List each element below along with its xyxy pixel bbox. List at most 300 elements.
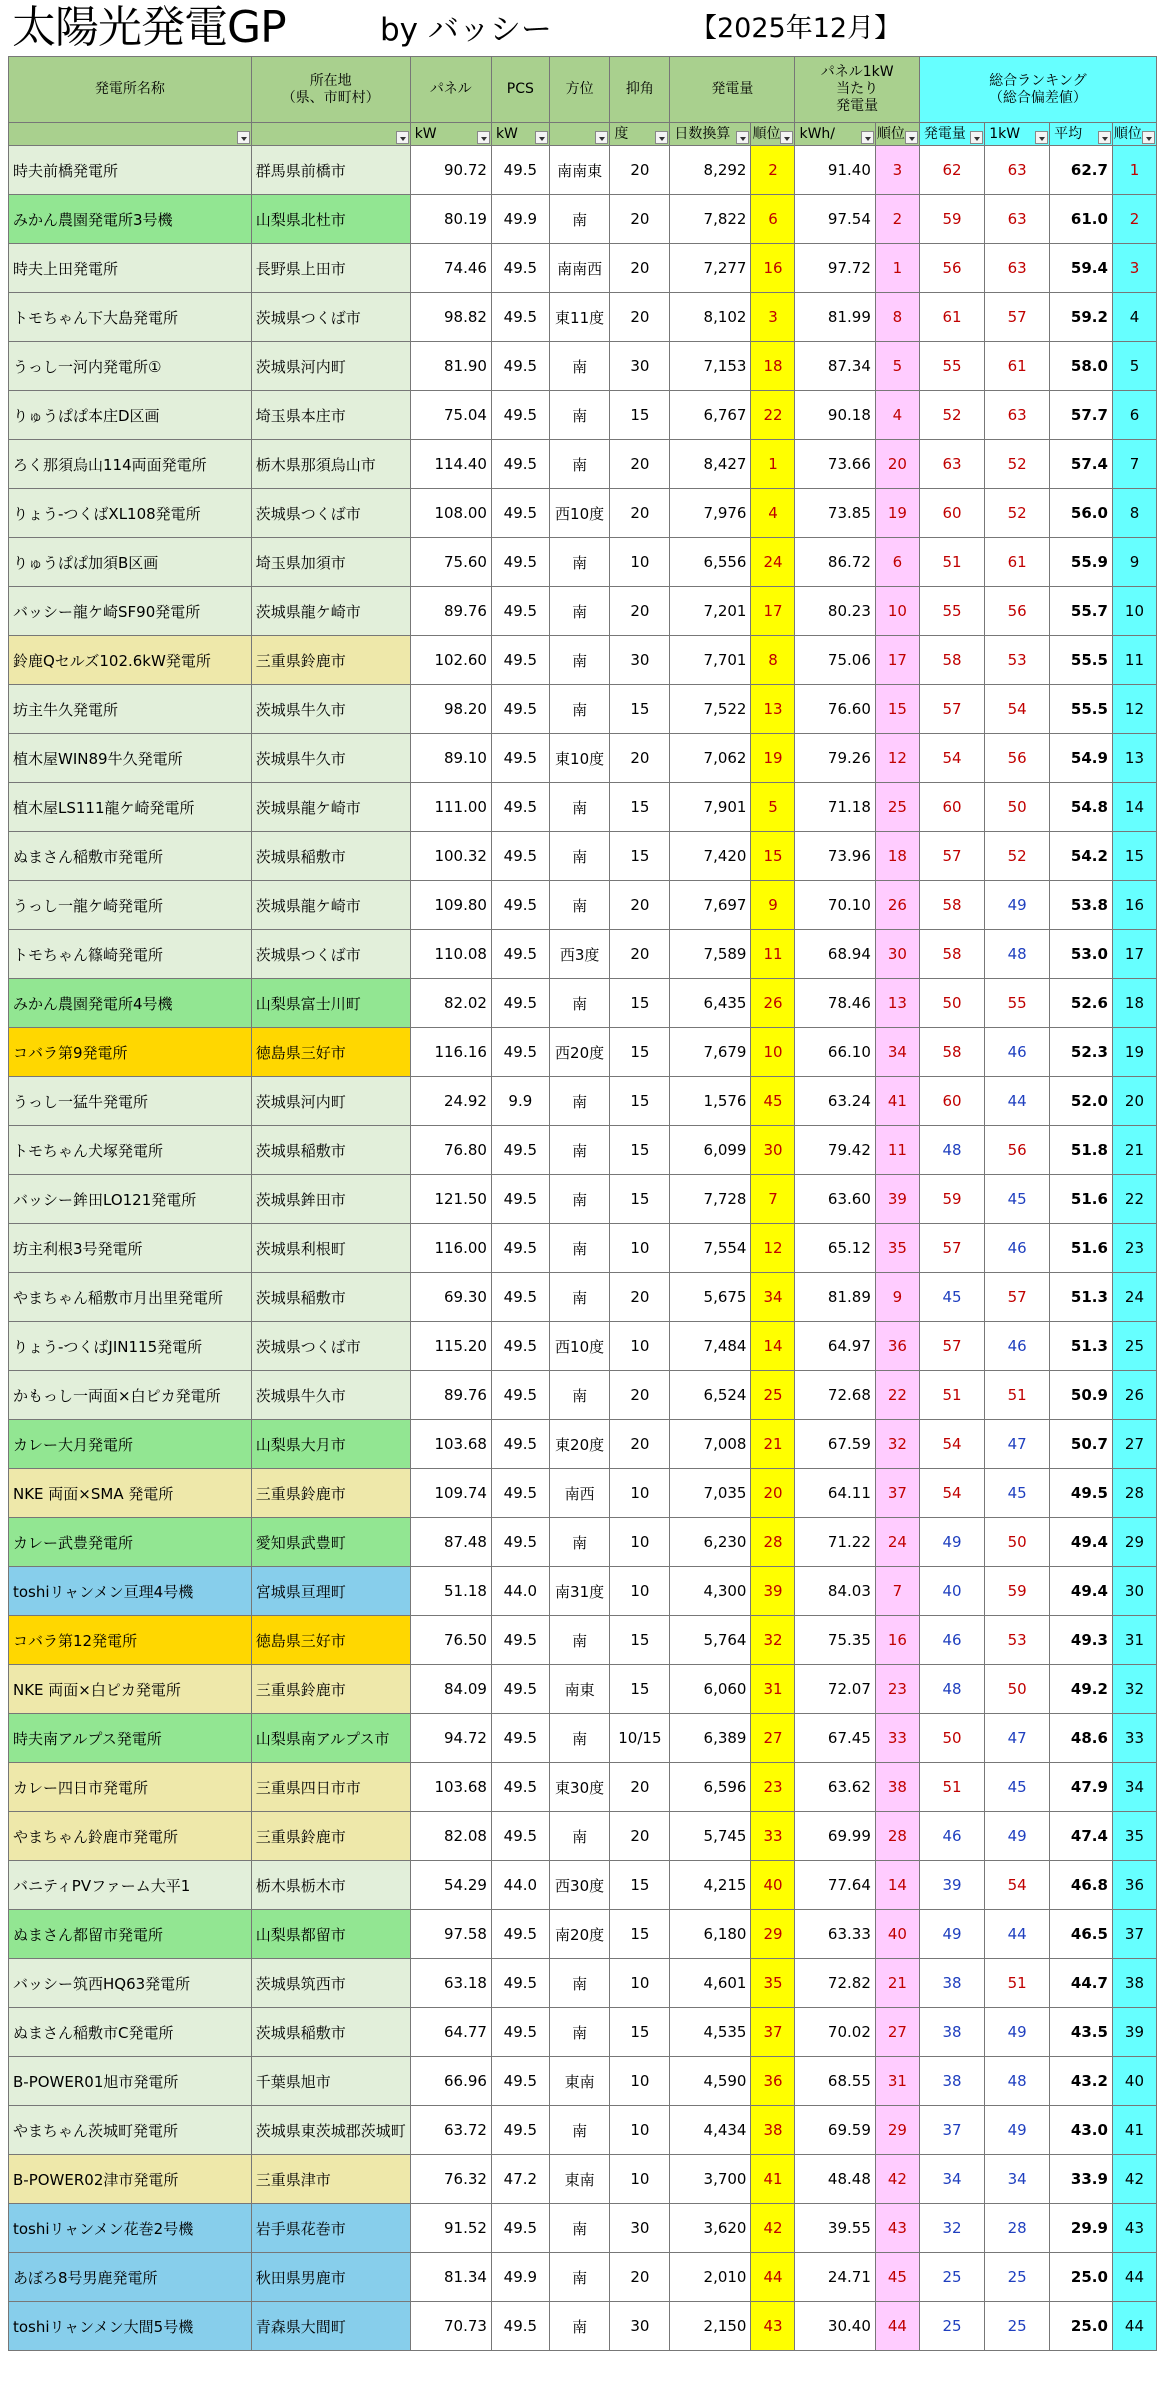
cell-score-gen[interactable]: 38 (919, 2057, 984, 2106)
cell-location[interactable]: 三重県津市 (251, 2155, 410, 2204)
cell-panel[interactable]: 75.04 (410, 391, 491, 440)
cell-avg[interactable]: 51.3 (1050, 1322, 1113, 1371)
cell-avg[interactable]: 47.4 (1050, 1812, 1113, 1861)
cell-score-gen[interactable]: 38 (919, 2008, 984, 2057)
cell-kwh[interactable]: 76.60 (795, 685, 875, 734)
cell-overall-rank[interactable]: 4 (1112, 293, 1156, 342)
cell-generation[interactable]: 6,180 (670, 1910, 751, 1959)
cell-overall-rank[interactable]: 32 (1112, 1665, 1156, 1714)
cell-generation[interactable]: 7,728 (670, 1175, 751, 1224)
cell-direction[interactable]: 西3度 (549, 930, 610, 979)
cell-location[interactable]: 茨城県牛久市 (251, 685, 410, 734)
cell-name[interactable]: トモちゃん下大島発電所 (9, 293, 252, 342)
cell-direction[interactable]: 南 (549, 1518, 610, 1567)
cell-direction[interactable]: 南 (549, 440, 610, 489)
cell-kwh-rank[interactable]: 9 (875, 1273, 919, 1322)
filter-name[interactable] (9, 123, 252, 146)
cell-score-gen[interactable]: 52 (919, 391, 984, 440)
cell-kwh-rank[interactable]: 24 (875, 1518, 919, 1567)
cell-score-1kw[interactable]: 51 (985, 1959, 1050, 2008)
cell-overall-rank[interactable]: 23 (1112, 1224, 1156, 1273)
cell-kwh[interactable]: 66.10 (795, 1028, 875, 1077)
cell-pcs[interactable]: 49.5 (491, 783, 549, 832)
cell-score-1kw[interactable]: 53 (985, 636, 1050, 685)
cell-panel[interactable]: 80.19 (410, 195, 491, 244)
cell-gen-rank[interactable]: 5 (751, 783, 795, 832)
cell-kwh[interactable]: 91.40 (795, 146, 875, 195)
cell-kwh[interactable]: 67.45 (795, 1714, 875, 1763)
cell-score-1kw[interactable]: 50 (985, 783, 1050, 832)
cell-score-1kw[interactable]: 51 (985, 1371, 1050, 1420)
cell-panel[interactable]: 81.90 (410, 342, 491, 391)
cell-score-1kw[interactable]: 34 (985, 2155, 1050, 2204)
cell-name[interactable]: toshiリャンメン亘理4号機 (9, 1567, 252, 1616)
cell-tilt[interactable]: 20 (610, 489, 670, 538)
cell-location[interactable]: 茨城県鉾田市 (251, 1175, 410, 1224)
filter-score-1kw[interactable]: 1kW (985, 123, 1050, 146)
cell-kwh-rank[interactable]: 42 (875, 2155, 919, 2204)
cell-kwh[interactable]: 63.60 (795, 1175, 875, 1224)
cell-gen-rank[interactable]: 10 (751, 1028, 795, 1077)
cell-overall-rank[interactable]: 41 (1112, 2106, 1156, 2155)
cell-tilt[interactable]: 15 (610, 1077, 670, 1126)
cell-panel[interactable]: 91.52 (410, 2204, 491, 2253)
cell-generation[interactable]: 5,745 (670, 1812, 751, 1861)
cell-direction[interactable]: 南 (549, 1175, 610, 1224)
cell-kwh-rank[interactable]: 10 (875, 587, 919, 636)
cell-panel[interactable]: 76.50 (410, 1616, 491, 1665)
cell-direction[interactable]: 東11度 (549, 293, 610, 342)
cell-score-1kw[interactable]: 45 (985, 1469, 1050, 1518)
cell-location[interactable]: 三重県鈴鹿市 (251, 636, 410, 685)
cell-direction[interactable]: 西20度 (549, 1028, 610, 1077)
cell-tilt[interactable]: 20 (610, 734, 670, 783)
cell-score-gen[interactable]: 60 (919, 1077, 984, 1126)
cell-kwh-rank[interactable]: 21 (875, 1959, 919, 2008)
cell-kwh[interactable]: 75.35 (795, 1616, 875, 1665)
cell-score-gen[interactable]: 25 (919, 2253, 984, 2302)
cell-generation[interactable]: 4,434 (670, 2106, 751, 2155)
cell-overall-rank[interactable]: 40 (1112, 2057, 1156, 2106)
cell-avg[interactable]: 52.0 (1050, 1077, 1113, 1126)
cell-avg[interactable]: 51.6 (1050, 1175, 1113, 1224)
cell-score-gen[interactable]: 49 (919, 1518, 984, 1567)
cell-name[interactable]: りょう-つくばJIN115発電所 (9, 1322, 252, 1371)
cell-gen-rank[interactable]: 7 (751, 1175, 795, 1224)
cell-panel[interactable]: 110.08 (410, 930, 491, 979)
cell-avg[interactable]: 51.6 (1050, 1224, 1113, 1273)
cell-kwh[interactable]: 70.02 (795, 2008, 875, 2057)
cell-score-gen[interactable]: 61 (919, 293, 984, 342)
cell-location[interactable]: 三重県鈴鹿市 (251, 1812, 410, 1861)
cell-name[interactable]: やまちゃん稲敷市月出里発電所 (9, 1273, 252, 1322)
cell-gen-rank[interactable]: 21 (751, 1420, 795, 1469)
cell-kwh[interactable]: 97.72 (795, 244, 875, 293)
cell-gen-rank[interactable]: 35 (751, 1959, 795, 2008)
cell-score-1kw[interactable]: 56 (985, 734, 1050, 783)
cell-tilt[interactable]: 30 (610, 342, 670, 391)
cell-overall-rank[interactable]: 30 (1112, 1567, 1156, 1616)
cell-generation[interactable]: 7,679 (670, 1028, 751, 1077)
cell-avg[interactable]: 48.6 (1050, 1714, 1113, 1763)
cell-score-1kw[interactable]: 28 (985, 2204, 1050, 2253)
cell-score-1kw[interactable]: 46 (985, 1028, 1050, 1077)
cell-kwh[interactable]: 87.34 (795, 342, 875, 391)
cell-gen-rank[interactable]: 15 (751, 832, 795, 881)
cell-score-1kw[interactable]: 44 (985, 1077, 1050, 1126)
filter-direction[interactable] (549, 123, 610, 146)
cell-pcs[interactable]: 49.5 (491, 146, 549, 195)
filter-tilt[interactable]: 度 (610, 123, 670, 146)
cell-kwh-rank[interactable]: 19 (875, 489, 919, 538)
cell-name[interactable]: 時夫南アルプス発電所 (9, 1714, 252, 1763)
cell-pcs[interactable]: 47.2 (491, 2155, 549, 2204)
cell-kwh[interactable]: 63.24 (795, 1077, 875, 1126)
cell-gen-rank[interactable]: 20 (751, 1469, 795, 1518)
cell-tilt[interactable]: 15 (610, 979, 670, 1028)
cell-overall-rank[interactable]: 35 (1112, 1812, 1156, 1861)
cell-generation[interactable]: 6,524 (670, 1371, 751, 1420)
cell-direction[interactable]: 南 (549, 2253, 610, 2302)
cell-gen-rank[interactable]: 36 (751, 2057, 795, 2106)
cell-panel[interactable]: 102.60 (410, 636, 491, 685)
cell-panel[interactable]: 111.00 (410, 783, 491, 832)
cell-kwh-rank[interactable]: 43 (875, 2204, 919, 2253)
cell-gen-rank[interactable]: 6 (751, 195, 795, 244)
cell-tilt[interactable]: 20 (610, 195, 670, 244)
cell-direction[interactable]: 南西 (549, 1469, 610, 1518)
cell-score-1kw[interactable]: 59 (985, 1567, 1050, 1616)
cell-score-gen[interactable]: 38 (919, 1959, 984, 2008)
cell-name[interactable]: 時夫前橋発電所 (9, 146, 252, 195)
cell-generation[interactable]: 7,701 (670, 636, 751, 685)
cell-score-1kw[interactable]: 56 (985, 1126, 1050, 1175)
cell-gen-rank[interactable]: 45 (751, 1077, 795, 1126)
cell-name[interactable]: ぬまさん都留市発電所 (9, 1910, 252, 1959)
cell-pcs[interactable]: 49.5 (491, 2302, 549, 2351)
cell-direction[interactable]: 南南東 (549, 146, 610, 195)
cell-tilt[interactable]: 20 (610, 930, 670, 979)
cell-panel[interactable]: 64.77 (410, 2008, 491, 2057)
cell-tilt[interactable]: 30 (610, 2204, 670, 2253)
cell-score-gen[interactable]: 58 (919, 881, 984, 930)
cell-overall-rank[interactable]: 29 (1112, 1518, 1156, 1567)
cell-panel[interactable]: 70.73 (410, 2302, 491, 2351)
cell-gen-rank[interactable]: 8 (751, 636, 795, 685)
cell-direction[interactable]: 東10度 (549, 734, 610, 783)
cell-location[interactable]: 茨城県龍ケ崎市 (251, 587, 410, 636)
cell-gen-rank[interactable]: 11 (751, 930, 795, 979)
cell-gen-rank[interactable]: 14 (751, 1322, 795, 1371)
cell-pcs[interactable]: 49.5 (491, 1028, 549, 1077)
cell-direction[interactable]: 南 (549, 342, 610, 391)
cell-pcs[interactable]: 44.0 (491, 1861, 549, 1910)
cell-score-1kw[interactable]: 25 (985, 2253, 1050, 2302)
cell-score-gen[interactable]: 48 (919, 1126, 984, 1175)
cell-direction[interactable]: 南 (549, 1077, 610, 1126)
cell-overall-rank[interactable]: 3 (1112, 244, 1156, 293)
cell-score-gen[interactable]: 40 (919, 1567, 984, 1616)
cell-kwh-rank[interactable]: 13 (875, 979, 919, 1028)
cell-gen-rank[interactable]: 24 (751, 538, 795, 587)
cell-panel[interactable]: 82.08 (410, 1812, 491, 1861)
cell-score-1kw[interactable]: 49 (985, 2106, 1050, 2155)
cell-score-gen[interactable]: 58 (919, 1028, 984, 1077)
cell-pcs[interactable]: 49.5 (491, 1273, 549, 1322)
cell-kwh-rank[interactable]: 31 (875, 2057, 919, 2106)
filter-score-gen[interactable]: 発電量 (919, 123, 984, 146)
cell-direction[interactable]: 南 (549, 2106, 610, 2155)
cell-score-gen[interactable]: 37 (919, 2106, 984, 2155)
cell-panel[interactable]: 89.10 (410, 734, 491, 783)
cell-generation[interactable]: 6,099 (670, 1126, 751, 1175)
cell-score-gen[interactable]: 45 (919, 1273, 984, 1322)
cell-score-gen[interactable]: 59 (919, 1175, 984, 1224)
cell-avg[interactable]: 57.7 (1050, 391, 1113, 440)
cell-tilt[interactable]: 20 (610, 293, 670, 342)
cell-generation[interactable]: 4,215 (670, 1861, 751, 1910)
cell-score-1kw[interactable]: 47 (985, 1420, 1050, 1469)
cell-location[interactable]: 三重県四日市市 (251, 1763, 410, 1812)
cell-generation[interactable]: 3,620 (670, 2204, 751, 2253)
cell-name[interactable]: りゅうぱぱ本庄D区画 (9, 391, 252, 440)
cell-tilt[interactable]: 15 (610, 1616, 670, 1665)
cell-location[interactable]: 茨城県稲敷市 (251, 1126, 410, 1175)
cell-location[interactable]: 長野県上田市 (251, 244, 410, 293)
cell-overall-rank[interactable]: 15 (1112, 832, 1156, 881)
cell-overall-rank[interactable]: 9 (1112, 538, 1156, 587)
cell-avg[interactable]: 58.0 (1050, 342, 1113, 391)
cell-generation[interactable]: 7,589 (670, 930, 751, 979)
cell-direction[interactable]: 南 (549, 195, 610, 244)
cell-panel[interactable]: 89.76 (410, 587, 491, 636)
cell-score-gen[interactable]: 58 (919, 930, 984, 979)
cell-location[interactable]: 茨城県河内町 (251, 342, 410, 391)
cell-name[interactable]: りゅうぱぱ加須B区画 (9, 538, 252, 587)
cell-generation[interactable]: 3,700 (670, 2155, 751, 2204)
cell-location[interactable]: 茨城県稲敷市 (251, 832, 410, 881)
cell-kwh[interactable]: 67.59 (795, 1420, 875, 1469)
cell-avg[interactable]: 43.2 (1050, 2057, 1113, 2106)
cell-score-1kw[interactable]: 55 (985, 979, 1050, 1028)
cell-direction[interactable]: 南 (549, 881, 610, 930)
cell-tilt[interactable]: 20 (610, 146, 670, 195)
cell-pcs[interactable]: 49.5 (491, 2057, 549, 2106)
cell-avg[interactable]: 47.9 (1050, 1763, 1113, 1812)
cell-location[interactable]: 茨城県龍ケ崎市 (251, 881, 410, 930)
cell-score-1kw[interactable]: 61 (985, 538, 1050, 587)
cell-kwh-rank[interactable]: 5 (875, 342, 919, 391)
cell-pcs[interactable]: 49.9 (491, 2253, 549, 2302)
cell-location[interactable]: 山梨県南アルプス市 (251, 1714, 410, 1763)
cell-pcs[interactable]: 49.5 (491, 1518, 549, 1567)
cell-score-1kw[interactable]: 25 (985, 2302, 1050, 2351)
cell-kwh-rank[interactable]: 30 (875, 930, 919, 979)
cell-panel[interactable]: 94.72 (410, 1714, 491, 1763)
cell-avg[interactable]: 49.4 (1050, 1518, 1113, 1567)
cell-tilt[interactable]: 20 (610, 2253, 670, 2302)
cell-avg[interactable]: 50.9 (1050, 1371, 1113, 1420)
cell-tilt[interactable]: 15 (610, 1028, 670, 1077)
cell-score-gen[interactable]: 54 (919, 734, 984, 783)
cell-score-1kw[interactable]: 44 (985, 1910, 1050, 1959)
cell-location[interactable]: 愛知県武豊町 (251, 1518, 410, 1567)
cell-score-1kw[interactable]: 57 (985, 1273, 1050, 1322)
cell-gen-rank[interactable]: 16 (751, 244, 795, 293)
cell-direction[interactable]: 南31度 (549, 1567, 610, 1616)
cell-direction[interactable]: 南 (549, 2302, 610, 2351)
cell-kwh[interactable]: 86.72 (795, 538, 875, 587)
cell-kwh[interactable]: 73.66 (795, 440, 875, 489)
cell-generation[interactable]: 1,576 (670, 1077, 751, 1126)
cell-kwh[interactable]: 77.64 (795, 1861, 875, 1910)
cell-gen-rank[interactable]: 28 (751, 1518, 795, 1567)
cell-kwh[interactable]: 72.68 (795, 1371, 875, 1420)
cell-kwh[interactable]: 79.26 (795, 734, 875, 783)
cell-tilt[interactable]: 15 (610, 1861, 670, 1910)
cell-location[interactable]: 山梨県北杜市 (251, 195, 410, 244)
cell-generation[interactable]: 6,389 (670, 1714, 751, 1763)
cell-pcs[interactable]: 49.5 (491, 1959, 549, 2008)
cell-avg[interactable]: 53.0 (1050, 930, 1113, 979)
cell-panel[interactable]: 121.50 (410, 1175, 491, 1224)
cell-pcs[interactable]: 49.5 (491, 1910, 549, 1959)
cell-avg[interactable]: 62.7 (1050, 146, 1113, 195)
cell-generation[interactable]: 7,153 (670, 342, 751, 391)
cell-direction[interactable]: 西30度 (549, 1861, 610, 1910)
cell-kwh-rank[interactable]: 7 (875, 1567, 919, 1616)
cell-score-1kw[interactable]: 47 (985, 1714, 1050, 1763)
cell-score-gen[interactable]: 51 (919, 1763, 984, 1812)
cell-avg[interactable]: 55.9 (1050, 538, 1113, 587)
cell-gen-rank[interactable]: 26 (751, 979, 795, 1028)
cell-name[interactable]: カレー武豊発電所 (9, 1518, 252, 1567)
cell-name[interactable]: B-POWER02津市発電所 (9, 2155, 252, 2204)
cell-name[interactable]: うっし一龍ケ崎発電所 (9, 881, 252, 930)
cell-pcs[interactable]: 49.5 (491, 538, 549, 587)
cell-name[interactable]: toshiリャンメン花巻2号機 (9, 2204, 252, 2253)
cell-kwh-rank[interactable]: 35 (875, 1224, 919, 1273)
cell-tilt[interactable]: 10 (610, 2106, 670, 2155)
filter-avg[interactable]: 平均 (1050, 123, 1113, 146)
cell-pcs[interactable]: 9.9 (491, 1077, 549, 1126)
cell-overall-rank[interactable]: 27 (1112, 1420, 1156, 1469)
cell-location[interactable]: 山梨県都留市 (251, 1910, 410, 1959)
cell-name[interactable]: 坊主利根3号発電所 (9, 1224, 252, 1273)
cell-overall-rank[interactable]: 13 (1112, 734, 1156, 783)
cell-gen-rank[interactable]: 23 (751, 1763, 795, 1812)
cell-overall-rank[interactable]: 5 (1112, 342, 1156, 391)
cell-generation[interactable]: 7,008 (670, 1420, 751, 1469)
cell-kwh-rank[interactable]: 33 (875, 1714, 919, 1763)
cell-overall-rank[interactable]: 31 (1112, 1616, 1156, 1665)
cell-gen-rank[interactable]: 2 (751, 146, 795, 195)
cell-name[interactable]: カレー四日市発電所 (9, 1763, 252, 1812)
cell-direction[interactable]: 南 (549, 783, 610, 832)
cell-overall-rank[interactable]: 42 (1112, 2155, 1156, 2204)
cell-score-gen[interactable]: 39 (919, 1861, 984, 1910)
cell-name[interactable]: コバラ第9発電所 (9, 1028, 252, 1077)
cell-avg[interactable]: 44.7 (1050, 1959, 1113, 2008)
cell-score-1kw[interactable]: 56 (985, 587, 1050, 636)
cell-name[interactable]: かもっし一両面×白ピカ発電所 (9, 1371, 252, 1420)
cell-location[interactable]: 茨城県つくば市 (251, 1322, 410, 1371)
cell-panel[interactable]: 76.80 (410, 1126, 491, 1175)
cell-kwh[interactable]: 65.12 (795, 1224, 875, 1273)
cell-kwh[interactable]: 72.07 (795, 1665, 875, 1714)
cell-overall-rank[interactable]: 39 (1112, 2008, 1156, 2057)
cell-kwh-rank[interactable]: 34 (875, 1028, 919, 1077)
filter-kwh[interactable]: kWh/ (795, 123, 875, 146)
cell-avg[interactable]: 56.0 (1050, 489, 1113, 538)
cell-panel[interactable]: 66.96 (410, 2057, 491, 2106)
cell-pcs[interactable]: 49.5 (491, 1665, 549, 1714)
cell-pcs[interactable]: 49.5 (491, 2204, 549, 2253)
cell-kwh-rank[interactable]: 36 (875, 1322, 919, 1371)
cell-overall-rank[interactable]: 43 (1112, 2204, 1156, 2253)
cell-pcs[interactable]: 49.5 (491, 2008, 549, 2057)
cell-panel[interactable]: 54.29 (410, 1861, 491, 1910)
cell-direction[interactable]: 南 (549, 1812, 610, 1861)
cell-kwh-rank[interactable]: 39 (875, 1175, 919, 1224)
cell-panel[interactable]: 108.00 (410, 489, 491, 538)
cell-avg[interactable]: 29.9 (1050, 2204, 1113, 2253)
cell-tilt[interactable]: 30 (610, 2302, 670, 2351)
cell-kwh-rank[interactable]: 11 (875, 1126, 919, 1175)
cell-kwh[interactable]: 64.11 (795, 1469, 875, 1518)
cell-kwh-rank[interactable]: 14 (875, 1861, 919, 1910)
cell-gen-rank[interactable]: 9 (751, 881, 795, 930)
filter-pcs[interactable]: kW (491, 123, 549, 146)
cell-tilt[interactable]: 10 (610, 1224, 670, 1273)
cell-kwh[interactable]: 64.97 (795, 1322, 875, 1371)
cell-panel[interactable]: 114.40 (410, 440, 491, 489)
cell-pcs[interactable]: 49.5 (491, 1469, 549, 1518)
cell-tilt[interactable]: 20 (610, 881, 670, 930)
filter-overall-rank[interactable]: 順位 (1112, 123, 1156, 146)
cell-overall-rank[interactable]: 33 (1112, 1714, 1156, 1763)
cell-score-1kw[interactable]: 49 (985, 881, 1050, 930)
cell-kwh-rank[interactable]: 17 (875, 636, 919, 685)
cell-score-gen[interactable]: 57 (919, 1322, 984, 1371)
cell-direction[interactable]: 南 (549, 1616, 610, 1665)
cell-avg[interactable]: 59.2 (1050, 293, 1113, 342)
cell-location[interactable]: 三重県鈴鹿市 (251, 1469, 410, 1518)
cell-avg[interactable]: 46.5 (1050, 1910, 1113, 1959)
cell-name[interactable]: やまちゃん茨城町発電所 (9, 2106, 252, 2155)
cell-kwh[interactable]: 63.33 (795, 1910, 875, 1959)
cell-avg[interactable]: 54.2 (1050, 832, 1113, 881)
cell-avg[interactable]: 46.8 (1050, 1861, 1113, 1910)
cell-avg[interactable]: 54.8 (1050, 783, 1113, 832)
cell-kwh-rank[interactable]: 15 (875, 685, 919, 734)
cell-score-1kw[interactable]: 46 (985, 1224, 1050, 1273)
cell-location[interactable]: 茨城県龍ケ崎市 (251, 783, 410, 832)
cell-score-gen[interactable]: 55 (919, 587, 984, 636)
cell-kwh[interactable]: 24.71 (795, 2253, 875, 2302)
cell-score-gen[interactable]: 46 (919, 1616, 984, 1665)
cell-overall-rank[interactable]: 25 (1112, 1322, 1156, 1371)
filter-panel[interactable]: kW (410, 123, 491, 146)
cell-score-1kw[interactable]: 45 (985, 1175, 1050, 1224)
cell-gen-rank[interactable]: 32 (751, 1616, 795, 1665)
cell-tilt[interactable]: 20 (610, 244, 670, 293)
cell-avg[interactable]: 43.5 (1050, 2008, 1113, 2057)
cell-kwh[interactable]: 73.85 (795, 489, 875, 538)
cell-pcs[interactable]: 49.5 (491, 636, 549, 685)
cell-name[interactable]: 坊主牛久発電所 (9, 685, 252, 734)
cell-kwh[interactable]: 48.48 (795, 2155, 875, 2204)
